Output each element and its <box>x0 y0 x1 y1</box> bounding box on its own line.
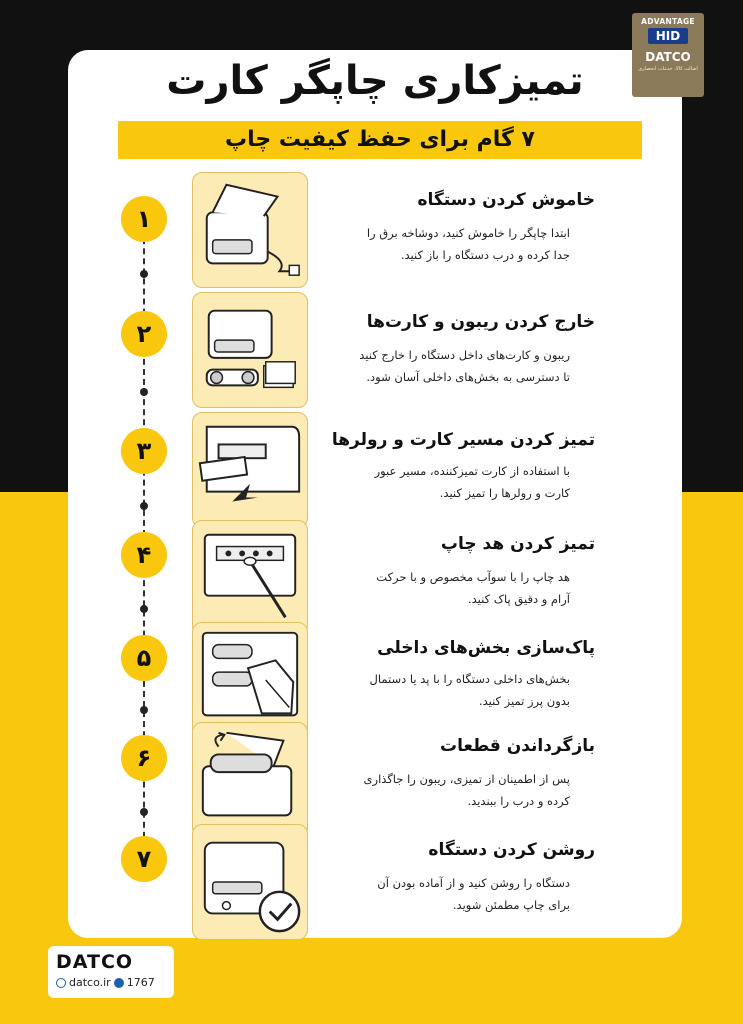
step-number: ۲ <box>121 311 167 357</box>
step-description: آرام و دقیق پاک کنید. <box>467 592 570 606</box>
globe-icon <box>56 978 66 988</box>
step-description: تا دسترسی به بخش‌های داخلی آسان شود. <box>366 370 570 384</box>
reinstall-ribbon-illustration <box>192 722 308 838</box>
logo-tagline: اصالت کالا، خدمات انحصاری <box>638 66 698 72</box>
step-description: دستگاه را روشن کنید و از آماده بودن آن <box>377 876 570 890</box>
timeline-dot <box>140 502 148 510</box>
logo-hid-text: HID <box>648 28 688 44</box>
step-description: ابتدا چاپگر را خاموش کنید، دوشاخه برق را <box>366 226 570 240</box>
step-title: بازگرداندن قطعات <box>440 736 595 756</box>
step-title: تمیز کردن هد چاپ <box>440 534 595 554</box>
step-description: برای چاپ مطمئن شوید. <box>452 898 570 912</box>
step-number: ۳ <box>121 428 167 474</box>
datco-footer-logo <box>48 946 174 998</box>
wipe-interior-illustration <box>192 622 308 738</box>
step-description: کرده و درب را ببندید. <box>467 794 570 808</box>
step-description: بخش‌های داخلی دستگاه را با پد یا دستمال <box>369 672 570 686</box>
step-number: ۷ <box>121 836 167 882</box>
step-number: ۱ <box>121 196 167 242</box>
step-description: جدا کرده و درب دستگاه را باز کنید. <box>400 248 570 262</box>
page-title: تمیزکاری چاپگر کارت <box>166 58 584 104</box>
ribbon-cards-illustration <box>192 292 308 408</box>
step-title: خاموش کردن دستگاه <box>417 190 595 210</box>
phone-icon <box>114 978 124 988</box>
print-head-illustration <box>192 520 308 636</box>
footer-brand: DATCO <box>56 951 134 973</box>
timeline-dot <box>140 808 148 816</box>
step-number: ۶ <box>121 735 167 781</box>
step-description: بدون پرز تمیز کنید. <box>478 694 570 708</box>
step-description: هد چاپ را با سوآب مخصوص و با حرکت <box>376 570 570 584</box>
step-title: پاک‌سازی بخش‌های داخلی <box>377 638 595 658</box>
timeline-dot <box>140 388 148 396</box>
timeline-dot <box>140 270 148 278</box>
step-description: پس از اطمینان از تمیزی، ریبون را جاگذاری <box>363 772 570 786</box>
step-title: تمیز کردن مسیر کارت و رولرها <box>331 430 595 450</box>
footer-phone[interactable]: 1767 <box>126 976 155 989</box>
printer-off-illustration <box>192 172 308 288</box>
timeline-dot <box>140 605 148 613</box>
printer-on-illustration <box>192 824 308 940</box>
footer-contact <box>56 976 166 989</box>
page-subtitle: ۷ گام برای حفظ کیفیت چاپ <box>118 121 642 159</box>
step-description: کارت و رولرها را تمیز کنید. <box>439 486 570 500</box>
step-number: ۵ <box>121 635 167 681</box>
step-number: ۴ <box>121 532 167 578</box>
logo-datco-text: DATCO <box>645 50 691 64</box>
card-path-illustration <box>192 412 308 528</box>
footer-site[interactable]: datco.ir <box>69 976 111 989</box>
step-description: با استفاده از کارت تمیزکننده، مسیر عبور <box>374 464 570 478</box>
logo-advantage-text: ADVANTAGE <box>641 17 695 26</box>
step-title: روشن کردن دستگاه <box>428 840 595 860</box>
step-title: خارج کردن ریبون و کارت‌ها <box>366 312 595 332</box>
step-description: ریبون و کارت‌های داخل دستگاه را خارج کنید <box>359 348 570 362</box>
timeline-dot <box>140 706 148 714</box>
